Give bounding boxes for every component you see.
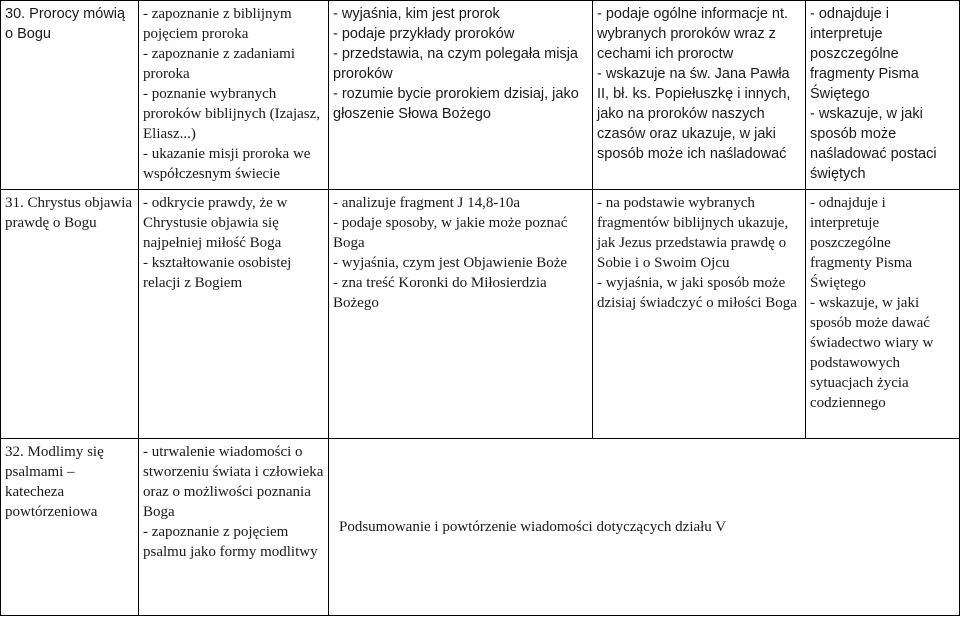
extended-requirements-cell: - na podstawie wybranych fragmentów biblijnych ukazuje, jak Jezus przedstawia prawdę o Sobie i o Swoim Ojcu - wyjaśnia, w jaki sposób może dzisiaj świadczyć o miłości Boga [593,190,806,439]
topic-cell: 30. Prorocy mówią o Bogu [1,1,139,190]
goals-cell: - odkrycie prawdy, że w Chrystusie objawia się najpełniej miłość Boga - kształtowanie osobistej relacji z Bogiem [139,190,329,439]
topic-cell: 31. Chrystus objawia prawdę o Bogu [1,190,139,439]
table-row [1,190,960,439]
table-row [1,439,960,616]
topic-cell: 32. Modlimy się psalmami – katecheza powtórzeniowa [1,439,139,616]
extended-requirements-cell: - podaje ogólne informacje nt. wybranych proroków wraz z cechami ich proroctw - wskazuje na św. Jana Pawła II, bł. ks. Popiełuszkę i innych, jako na proroków naszych czasów oraz ukazuje, w jaki sposób może ich naśladować [593,1,806,190]
summary-cell: Podsumowanie i powtórzenie wiadomości dotyczących działu V [329,439,960,616]
table-row [1,1,960,190]
goals-cell: - utrwalenie wiadomości o stworzeniu świata i człowieka oraz o możliwości poznania Boga - zapoznanie z pojęciem psalmu jako formy modlitwy [139,439,329,616]
basic-requirements-cell: - wyjaśnia, kim jest prorok - podaje przykłady proroków - przedstawia, na czym polegała misja proroków - rozumie bycie prorokiem dzisiaj, jako głoszenie Słowa Bożego [329,1,593,190]
basic-requirements-cell: - analizuje fragment J 14,8-10a - podaje sposoby, w jakie może poznać Boga - wyjaśnia, czym jest Objawienie Boże - zna treść Koronki do Miłosierdzia Bożego [329,190,593,439]
extra-requirements-cell: - odnajduje i interpretuje poszczególne fragmenty Pisma Świętego - wskazuje, w jaki sposób może naśladować postaci świętych [806,1,960,190]
goals-cell: - zapoznanie z biblijnym pojęciem proroka - zapoznanie z zadaniami proroka - poznanie wybranych proroków biblijnych (Izajasz, Eliasz...) - ukazanie misji proroka we współczesnym świecie [139,1,329,190]
extra-requirements-cell: - odnajduje i interpretuje poszczególne fragmenty Pisma Świętego - wskazuje, w jaki sposób może dawać świadectwo wiary w podstawowych sytuacjach życia codziennego [806,190,960,439]
